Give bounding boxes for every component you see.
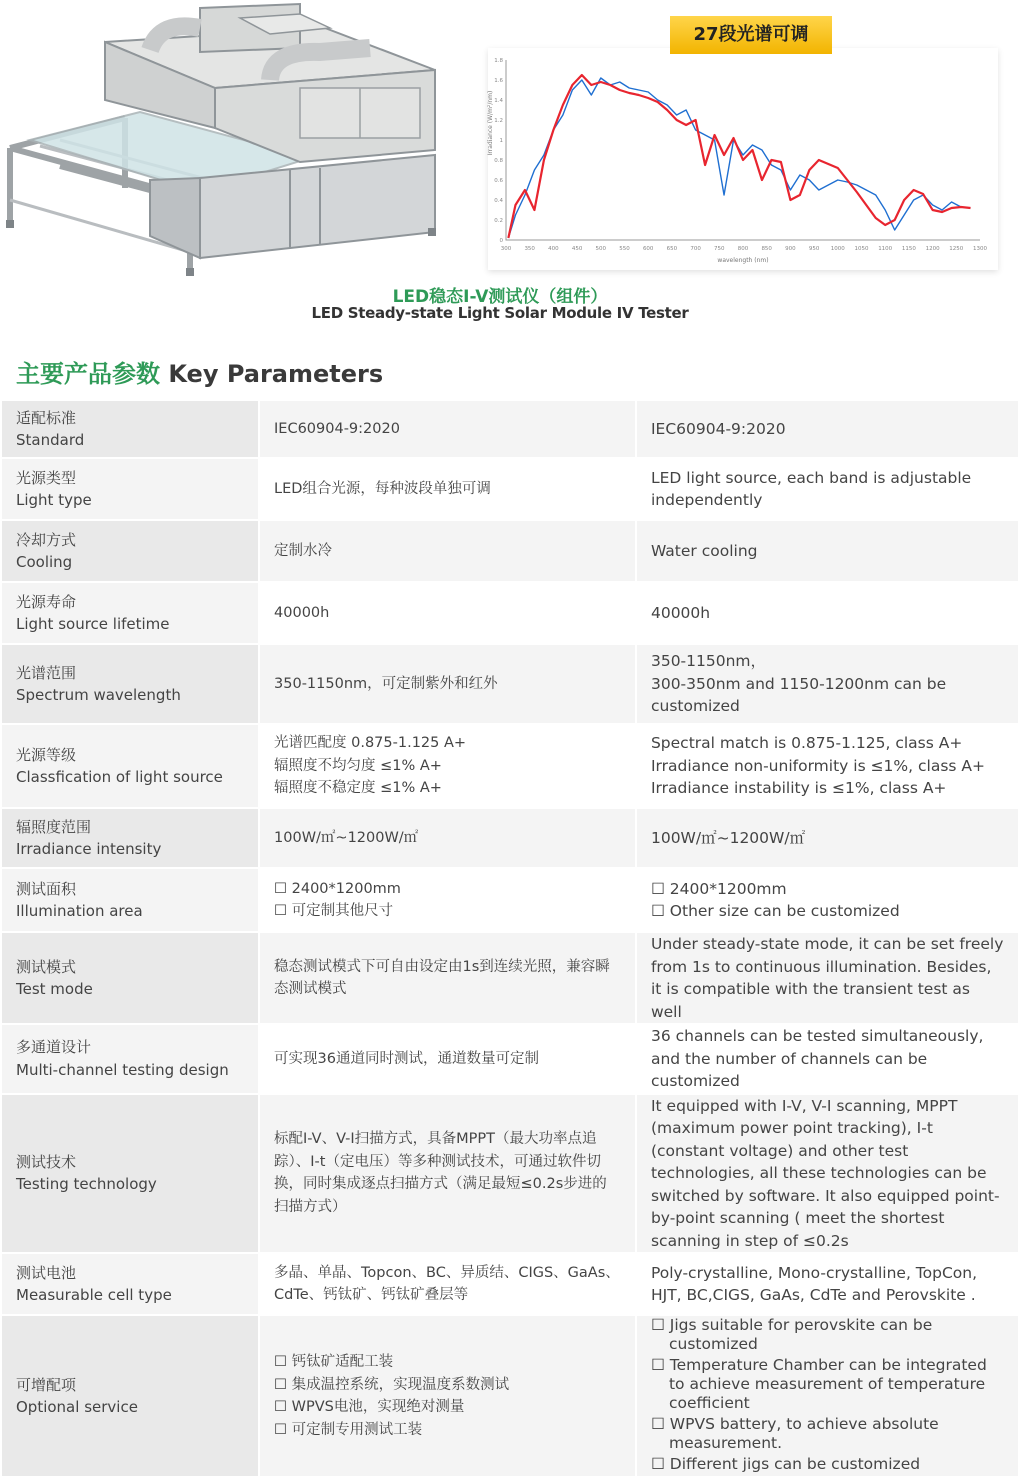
- x-tick-label: 650: [666, 246, 678, 252]
- value-line: 100W/㎡~1200W/㎡: [650, 828, 806, 847]
- param-value-en: [636, 1315, 1019, 1477]
- value-line: ☐ Other size can be customized: [650, 902, 900, 920]
- value-line: Under steady-state mode, it can be set freely from 1s to continuous illumination. Besides, it is compatible with the transient test as well: [650, 935, 1004, 1021]
- x-tick-label: 850: [761, 246, 772, 252]
- param-label-cn: 测试电池: [16, 1263, 77, 1282]
- x-tick-label: 1000: [830, 246, 845, 252]
- value-line: ☐ 可定制其他尺寸: [274, 903, 394, 919]
- param-row: [1, 520, 1019, 582]
- x-tick-label: 1100: [878, 246, 893, 252]
- param-label-cn: 光源等级: [16, 745, 77, 764]
- param-label-cn: 光源类型: [16, 468, 77, 487]
- x-tick-label: 1050: [854, 246, 869, 252]
- param-value-en: [636, 808, 1019, 868]
- param-value-cn: [259, 724, 636, 808]
- param-value-en: [636, 520, 1019, 582]
- param-label-en: Irradiance intensity: [16, 840, 162, 858]
- spectrum-chart-panel: [488, 48, 998, 270]
- x-tick-label: 700: [690, 246, 701, 252]
- value-line: ☐ Different jigs can be customized: [650, 1455, 921, 1473]
- value-line: 350-1150nm，可定制紫外和红外: [274, 675, 498, 692]
- param-label-cell: [1, 582, 259, 644]
- value-line: LED组合光源，每种波段单独可调: [274, 480, 491, 497]
- value-line: 定制水冷: [274, 542, 333, 559]
- param-label-cn: 光源寿命: [16, 592, 77, 611]
- key-parameters-table: [0, 399, 1020, 1478]
- chart-axes: [506, 60, 980, 240]
- product-title-cn: LED稳态I-V测试仪（组件）: [392, 287, 608, 307]
- x-tick-label: 1250: [949, 246, 964, 252]
- value-line: 多晶、单晶、Topcon、BC、异质结、CIGS、GaAs、CdTe、钙钛矿、钙钛矿叠层等: [274, 1264, 620, 1303]
- y-tick-label: 0: [499, 238, 503, 244]
- value-line: ☐ Temperature Chamber can be integrated to achieve measurement of temperature coefficient: [650, 1356, 987, 1412]
- param-value-cn: [259, 1024, 636, 1094]
- param-value-cn: [259, 582, 636, 644]
- x-tick-label: 500: [595, 246, 607, 252]
- param-row: [1, 724, 1019, 808]
- param-label-en: Test mode: [16, 980, 93, 998]
- value-line: LED light source, each band is adjustable independently: [650, 468, 972, 509]
- value-line: 350-1150nm，: [650, 652, 767, 671]
- param-row: [1, 1253, 1019, 1315]
- value-line: ☐ Jigs suitable for perovskite can be customized: [650, 1316, 933, 1353]
- x-tick-label: 800: [737, 246, 749, 252]
- x-axis-label: wavelength (nm): [717, 257, 769, 264]
- x-tick-label: 300: [500, 246, 512, 252]
- y-tick-label: 1.2: [494, 118, 503, 124]
- param-label-cell: [1, 868, 259, 932]
- param-label-cell: [1, 1315, 259, 1477]
- param-label-en: Spectrum wavelength: [16, 686, 181, 704]
- param-value-en: [636, 1024, 1019, 1094]
- x-tick-label: 900: [785, 246, 796, 252]
- value-line: Irradiance instability is ≤1%, class A+: [650, 779, 947, 798]
- param-value-cn: [259, 1315, 636, 1477]
- param-value-en: [636, 724, 1019, 808]
- y-tick-label: 0.8: [494, 158, 503, 164]
- param-value-en: [636, 868, 1019, 932]
- param-row: [1, 458, 1019, 520]
- param-value-en: [636, 582, 1019, 644]
- param-label-cell: [1, 1253, 259, 1315]
- param-label-cell: [1, 458, 259, 520]
- param-row: [1, 808, 1019, 868]
- param-label-cell: [1, 724, 259, 808]
- param-value-en: [636, 458, 1019, 520]
- spectrum-chart: [488, 48, 998, 270]
- x-tick-label: 1200: [925, 246, 940, 252]
- led-spectrum-line: [508, 75, 970, 238]
- value-line: 40000h: [650, 603, 711, 622]
- value-line: IEC60904-9:2020: [274, 420, 400, 437]
- param-row: [1, 932, 1019, 1024]
- value-line: 300-350nm and 1150-1200nm can be customized: [650, 674, 947, 716]
- param-row: [1, 400, 1019, 458]
- value-line: 可实现36通道同时测试，通道数量可定制: [274, 1050, 539, 1067]
- product-title-en: LED Steady-state Light Solar Module IV Tester: [311, 304, 689, 322]
- x-tick-label: 350: [524, 246, 535, 252]
- value-line: ☐ 2400*1200mm: [274, 880, 401, 897]
- value-line: Spectral match is 0.875-1.125, class A+: [650, 734, 963, 753]
- value-line: 辐照度不均匀度 ≤1% A+: [274, 757, 442, 774]
- section-title-en: Key Parameters: [168, 360, 384, 388]
- param-label-cell: [1, 1024, 259, 1094]
- y-tick-label: 0.6: [494, 178, 503, 184]
- param-value-en: [636, 1094, 1019, 1254]
- param-value-cn: [259, 644, 636, 724]
- param-label-en: Multi-channel testing design: [16, 1060, 229, 1079]
- param-label-en: Light source lifetime: [16, 615, 170, 633]
- param-row: [1, 644, 1019, 724]
- param-row: [1, 582, 1019, 644]
- param-label-en: Standard: [16, 431, 85, 449]
- param-label-cell: [1, 520, 259, 582]
- param-label-en: Cooling: [16, 553, 73, 571]
- param-label-en: Classfication of light source: [16, 768, 223, 786]
- tester-machine-image: [0, 0, 470, 280]
- x-tick-label: 550: [619, 246, 630, 252]
- param-value-cn: [259, 400, 636, 458]
- x-tick-label: 400: [548, 246, 559, 252]
- y-tick-label: 1.6: [494, 78, 503, 84]
- param-value-en: [636, 932, 1019, 1024]
- section-title-cn: 主要产品参数: [16, 360, 160, 388]
- param-label-en: Light type: [16, 491, 92, 509]
- hero-section: [0, 0, 1020, 335]
- value-line: ☐ 钙钛矿适配工装: [274, 1354, 394, 1370]
- x-tick-label: 1150: [901, 246, 916, 252]
- param-row: [1, 1024, 1019, 1094]
- value-line: 100W/㎡~1200W/㎡: [274, 829, 419, 846]
- value-line: Water cooling: [650, 541, 758, 560]
- x-tick-label: 600: [642, 246, 654, 252]
- value-line: It equipped with I-V, V-I scanning, MPPT (maximum power point tracking), I-t (constant voltage) and other test technologies, all these technologies can be switched by software. It also equipped point-by-point scanning ( meet the shortest scanning in step of ≤0.2s: [650, 1096, 1000, 1250]
- value-line: 40000h: [274, 604, 330, 621]
- param-label-cn: 多通道设计: [16, 1038, 92, 1057]
- param-label-en: Illumination area: [16, 902, 143, 920]
- value-line: IEC60904-9:2020: [650, 419, 786, 438]
- param-label-cn: 测试技术: [16, 1152, 77, 1171]
- param-label-cn: 冷却方式: [16, 530, 77, 549]
- value-line: 36 channels can be tested simultaneously, and the number of channels can be customized: [650, 1027, 984, 1090]
- y-tick-label: 1.8: [494, 58, 503, 64]
- param-row: [1, 1094, 1019, 1254]
- param-value-en: [636, 400, 1019, 458]
- param-label-cn: 测试面积: [16, 879, 77, 898]
- x-tick-label: 950: [808, 246, 820, 252]
- param-value-en: [636, 1253, 1019, 1315]
- param-value-cn: [259, 1094, 636, 1254]
- param-label-cn: 测试模式: [16, 957, 77, 976]
- reference-spectrum-line: [508, 78, 970, 238]
- value-line: ☐ 集成温控系统，实现温度系数测试: [274, 1376, 510, 1393]
- x-tick-label: 450: [571, 246, 583, 252]
- value-line: ☐ 可定制专用测试工装: [274, 1421, 423, 1438]
- param-row: [1, 1315, 1019, 1477]
- param-label-cell: [1, 808, 259, 868]
- param-label-cn: 辐照度范围: [16, 817, 92, 836]
- param-value-cn: [259, 1253, 636, 1315]
- param-value-cn: [259, 932, 636, 1024]
- param-label-en: Optional service: [16, 1398, 138, 1416]
- y-tick-label: 1.4: [494, 98, 503, 104]
- value-line: 标配I-V、V-I扫描方式，具备MPPT（最大功率点追踪）、I-t（定电压）等多种测试技术，可通过软件切换，同时集成逐点扫描方式（满足最短≤0.2s步进的扫描方式）: [274, 1131, 607, 1215]
- param-label-cn: 适配标准: [16, 408, 77, 427]
- param-label-en: Testing technology: [16, 1175, 157, 1194]
- y-tick-label: 1: [499, 138, 503, 144]
- value-line: 辐照度不稳定度 ≤1% A+: [274, 780, 442, 797]
- param-label-cn: 可增配项: [16, 1375, 77, 1394]
- x-tick-label: 1300: [973, 246, 987, 252]
- param-value-cn: [259, 868, 636, 932]
- value-line: Irradiance non-uniformity is ≤1%, class A+: [650, 756, 985, 775]
- param-value-cn: [259, 458, 636, 520]
- param-row: [1, 868, 1019, 932]
- y-tick-label: 0.2: [494, 218, 503, 224]
- value-line: ☐ 2400*1200mm: [650, 879, 787, 898]
- spectrum-adjustable-badge: 27段光谱可调: [670, 16, 832, 54]
- value-line: ☐ WPVS battery, to achieve absolute measurement.: [650, 1415, 939, 1452]
- value-line: ☐ WPVS电池，实现绝对测量: [274, 1399, 465, 1415]
- y-tick-label: 0.4: [494, 198, 503, 204]
- param-value-cn: [259, 520, 636, 582]
- param-label-cell: [1, 644, 259, 724]
- value-line: 稳态测试模式下可自由设定由1s到连续光照，兼容瞬态测试模式: [274, 958, 610, 997]
- param-label-cell: [1, 932, 259, 1024]
- param-label-cn: 光谱范围: [16, 663, 77, 682]
- param-label-cell: [1, 1094, 259, 1254]
- x-tick-label: 750: [714, 246, 725, 252]
- param-value-en: [636, 644, 1019, 724]
- y-axis-label: Irradiance (W/m²/nm): [487, 90, 494, 156]
- value-line: Poly-crystalline, Mono-crystalline, TopCon, HJT, BC,CIGS, GaAs, CdTe and Perovskite .: [650, 1263, 978, 1304]
- section-heading: [16, 354, 383, 389]
- param-value-cn: [259, 808, 636, 868]
- param-label-en: Measurable cell type: [16, 1286, 172, 1304]
- param-label-cell: [1, 400, 259, 458]
- value-line: 光谱匹配度 0.875-1.125 A+: [274, 735, 467, 752]
